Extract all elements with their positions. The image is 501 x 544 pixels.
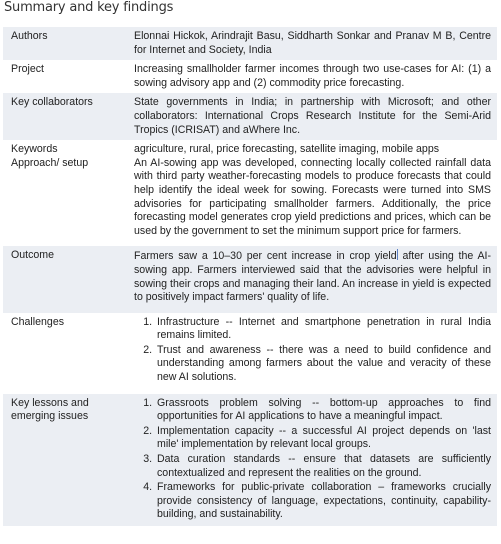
project-text: Increasing smallholder farmer incomes through two use-cases for AI: (1) a sowing advisory app and (2) commodity price forecasting. (126, 60, 497, 93)
row-label: Authors (3, 27, 126, 60)
row-label: Key collaborators (3, 93, 126, 140)
authors-text: Elonnai Hickok, Arindrajit Basu, Siddharth Sonkar and Pranav M B, Centre for Internet and Society, India (126, 27, 497, 60)
row-keywords (3, 140, 497, 157)
section-heading: Summary and key findings (4, 0, 174, 15)
row-label: Project (3, 60, 126, 93)
summary-table (3, 27, 497, 526)
row-outcome (3, 246, 497, 312)
row-authors (3, 27, 497, 60)
row-label: Key lessons and emerging issues (3, 394, 126, 526)
row-label: Approach/ setup (3, 157, 126, 247)
lessons-content (126, 394, 497, 526)
list-item: 2. Implementation capacity -- a successful AI project depends on 'last mile' implementation by relevant local groups. (155, 425, 491, 452)
collaborators-text: State governments in India; in partnership with Microsoft; and other collaborators: International Crops Research Institute for the Semi-Arid Tropics (ICRISAT) and aWhere Inc. (126, 93, 497, 140)
row-label: Challenges (3, 313, 126, 394)
summary-table-container (3, 27, 497, 544)
challenges-list (134, 316, 491, 385)
row-lessons (3, 394, 497, 526)
keywords-text: agriculture, rural, price forecasting, satellite imaging, mobile apps (126, 140, 497, 157)
outcome-text-part2: after using the AI-sowing app. Farmers interviewed said that the advisories were helpful in sowing their crops and managing their land. An increase in yield is expected to positively impact farmers' quality of life. (134, 250, 491, 304)
list-item: 1. Infrastructure -- Internet and smartphone penetration in rural India remains limited. (155, 316, 491, 343)
row-label: Keywords (3, 140, 126, 157)
lessons-list (134, 397, 491, 522)
list-item: 2. Trust and awareness -- there was a need to build confidence and understanding among farmers about the value and veracity of these new AI solutions. (155, 344, 491, 385)
row-challenges (3, 313, 497, 394)
outcome-text (126, 246, 497, 312)
challenges-content (126, 313, 497, 394)
row-label: Outcome (3, 246, 126, 312)
row-collaborators (3, 93, 497, 140)
list-item: 1. Grassroots problem solving -- bottom-up approaches to find opportunities for AI applications to have a meaningful impact. (155, 397, 491, 424)
approach-text: An AI-sowing app was developed, connecting locally collected rainfall data with third party weather-forecasting models to produce forecasts that could help identify the ideal week for sowing. Forecasts were turned into SMS advisories for participating smallholder farmers. Additionally, the price forecasting model generates crop yield predictions and prices, which can be used by the government to set the minimum support price for farmers. (126, 157, 497, 247)
row-approach (3, 157, 497, 247)
outcome-text-part1: Farmers saw a 10–30 per cent increase in crop yield (134, 250, 397, 263)
list-item: 3. Data curation standards -- ensure that datasets are sufficiently contextualized and represent the realities on the ground. (155, 453, 491, 480)
list-item: 4. Frameworks for public-private collaboration – frameworks crucially provide consistency of language, expectations, continuity, capability-building, and sustainability. (155, 481, 491, 522)
row-project (3, 60, 497, 93)
